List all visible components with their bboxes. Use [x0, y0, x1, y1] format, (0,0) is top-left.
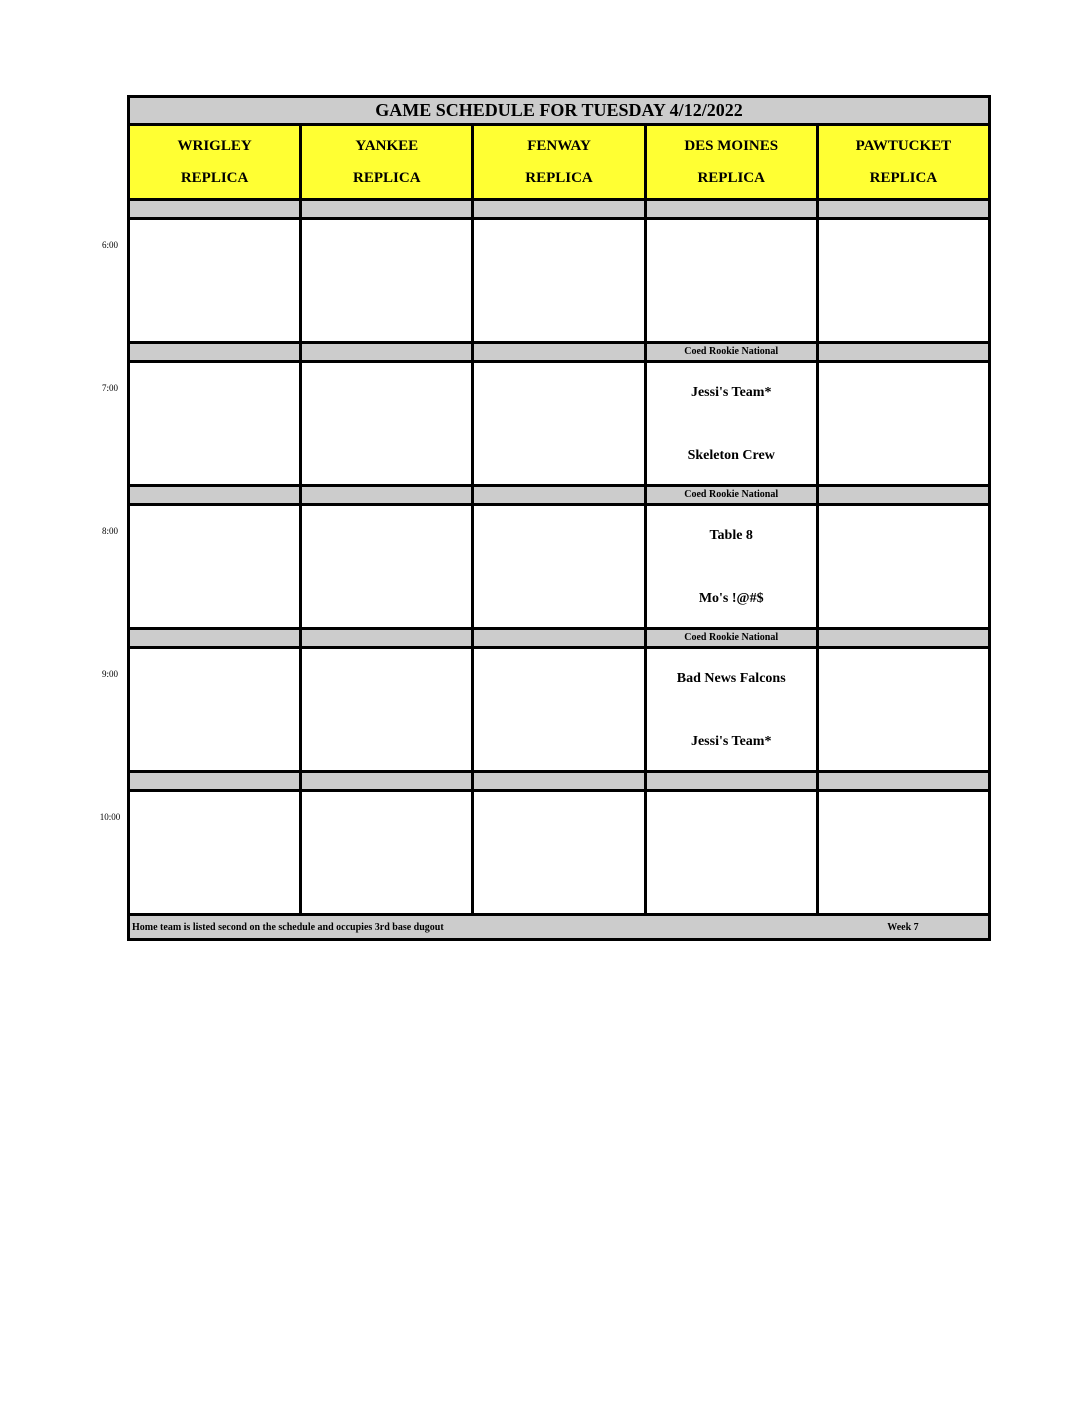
game-row	[130, 220, 988, 344]
home-team: Jessi's Team*	[690, 734, 772, 749]
game-cell	[647, 220, 819, 341]
game-cell	[474, 363, 646, 484]
game-cell	[647, 792, 819, 913]
field-header-des-moines	[647, 126, 819, 198]
division-label	[302, 773, 474, 789]
schedule-title: GAME SCHEDULE FOR TUESDAY 4/12/2022	[130, 98, 988, 126]
game-cell	[474, 506, 646, 627]
division-label	[474, 201, 646, 217]
game-cell	[130, 506, 302, 627]
division-label	[130, 487, 302, 503]
time-label: 9:00	[101, 669, 118, 679]
game-cell	[302, 363, 474, 484]
game-cell	[130, 220, 302, 341]
division-label	[474, 773, 646, 789]
field-type: REPLICA	[353, 169, 421, 186]
division-row	[130, 201, 988, 220]
division-label	[819, 630, 988, 646]
time-label: 10:00	[99, 812, 121, 822]
division-label	[130, 201, 302, 217]
game-cell	[819, 649, 988, 770]
game-cell	[302, 506, 474, 627]
week-label: Week 7	[887, 921, 919, 933]
division-label	[647, 773, 819, 789]
division-label	[647, 201, 819, 217]
division-label	[819, 487, 988, 503]
division-label	[302, 487, 474, 503]
division-label	[819, 773, 988, 789]
away-team: Table 8	[709, 528, 753, 543]
game-cell	[647, 506, 819, 627]
division-label	[302, 201, 474, 217]
time-label: 7:00	[101, 383, 118, 393]
game-cell	[130, 649, 302, 770]
game-cell	[130, 363, 302, 484]
division-label	[474, 344, 646, 360]
field-type: REPLICA	[869, 169, 938, 186]
game-cell	[474, 649, 646, 770]
game-cell	[819, 220, 988, 341]
division-row	[130, 773, 988, 792]
field-name: PAWTUCKET	[855, 137, 952, 154]
schedule-footer	[130, 916, 988, 938]
game-cell	[474, 220, 646, 341]
field-name: YANKEE	[355, 137, 419, 154]
game-cell	[819, 363, 988, 484]
field-header-yankee	[302, 126, 474, 198]
away-team: Bad News Falcons	[676, 671, 786, 686]
field-header-row	[130, 126, 988, 201]
game-cell	[474, 792, 646, 913]
field-name: WRIGLEY	[177, 137, 252, 154]
division-label: Coed Rookie National	[647, 344, 819, 360]
division-label	[130, 344, 302, 360]
field-type: REPLICA	[180, 169, 249, 186]
game-cell	[819, 792, 988, 913]
division-label: Coed Rookie National	[647, 487, 819, 503]
division-label	[130, 630, 302, 646]
home-team: Mo's !@#$	[698, 591, 764, 606]
game-cell	[647, 363, 819, 484]
game-cell	[302, 649, 474, 770]
division-row	[130, 487, 988, 506]
division-label	[819, 344, 988, 360]
field-type: REPLICA	[525, 169, 593, 186]
away-team: Jessi's Team*	[690, 385, 772, 400]
slots-container	[130, 201, 988, 916]
game-row	[130, 363, 988, 487]
game-cell	[819, 506, 988, 627]
field-header-wrigley	[130, 126, 302, 198]
field-header-fenway	[474, 126, 646, 198]
division-row	[130, 630, 988, 649]
field-name: FENWAY	[527, 137, 591, 154]
field-name: DES MOINES	[684, 137, 779, 154]
home-team-note: Home team is listed second on the schedule and occupies 3rd base dugout	[132, 921, 444, 933]
division-label	[302, 344, 474, 360]
game-cell	[130, 792, 302, 913]
division-label	[819, 201, 988, 217]
home-team: Skeleton Crew	[687, 448, 775, 463]
schedule-sheet	[127, 95, 991, 941]
time-label: 6:00	[101, 240, 118, 250]
game-row	[130, 506, 988, 630]
field-type: REPLICA	[697, 169, 765, 186]
time-label: 8:00	[101, 526, 118, 536]
game-cell	[302, 792, 474, 913]
division-label	[474, 630, 646, 646]
game-cell	[302, 220, 474, 341]
field-header-pawtucket	[819, 126, 988, 198]
division-row	[130, 344, 988, 363]
game-row	[130, 792, 988, 916]
division-label: Coed Rookie National	[647, 630, 819, 646]
game-cell	[647, 649, 819, 770]
division-label	[130, 773, 302, 789]
division-label	[474, 487, 646, 503]
division-label	[302, 630, 474, 646]
game-row	[130, 649, 988, 773]
